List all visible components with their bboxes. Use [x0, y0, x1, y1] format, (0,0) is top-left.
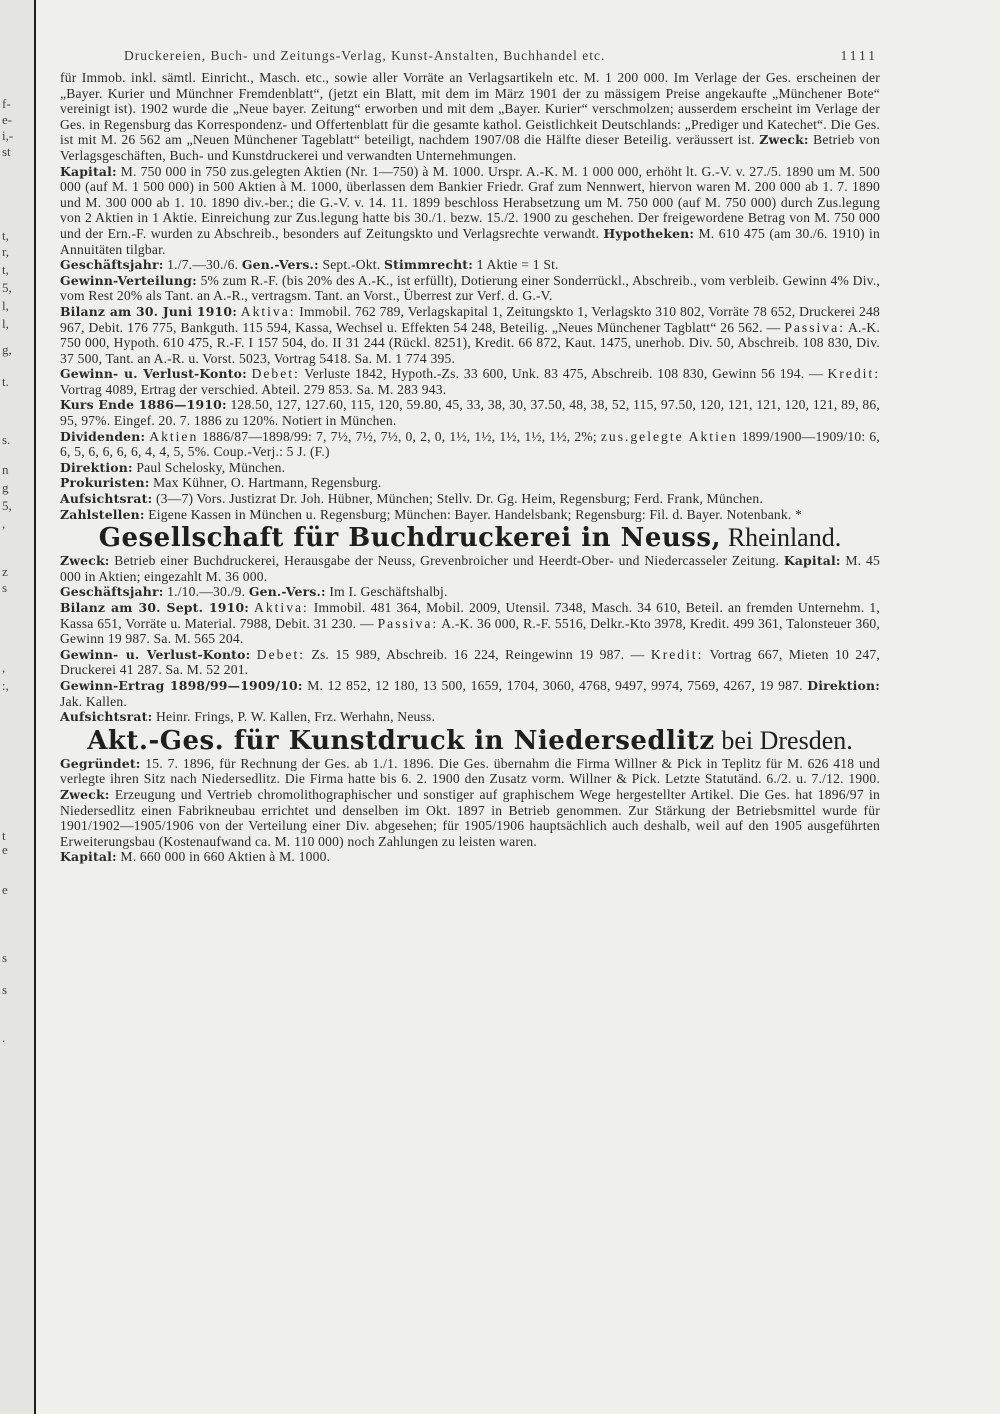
aufsichtsrat-paragraph [60, 709, 880, 725]
guv-debet-text: Verluste 1842, Hypoth.-Zs. 33 600, Unk. 83 475, Abschreib. 108 830, Gewinn 56 194. — [304, 366, 823, 382]
gutter-fragment: t, [2, 228, 9, 243]
hypotheken-label: Hypotheken: [603, 225, 695, 241]
company-heading [60, 522, 880, 553]
geschaeftsjahr-text: 1./7.—30./6. [167, 257, 239, 273]
kredit-word: Kredit: [650, 646, 704, 662]
zweck-label: Zweck: [759, 132, 809, 148]
genvers-text: Im I. Geschäftshalbj. [329, 584, 448, 600]
gutter-fragment: :, [2, 678, 9, 693]
kapital-label: Kapital: [60, 849, 117, 865]
bilanz-paragraph [60, 304, 880, 366]
guv-paragraph [60, 647, 880, 678]
passiva-word: Passiva: [784, 319, 845, 335]
gutter-fragment: z [2, 564, 8, 579]
bilanz-paragraph [60, 600, 880, 647]
zweck-text: Betrieb von Verlagsgeschäften, Buch- und Kunstdruckerei und verwandten Unternehmungen. [60, 132, 880, 163]
section-neuss [60, 522, 880, 725]
company-location: bei Dresden. [721, 725, 853, 755]
guv-label: Gewinn- u. Verlust-Konto: [60, 646, 251, 662]
intro-text: für Immob. inkl. sämtl. Einricht., Masch. etc., sowie aller Vorräte an Verlagsartikeln etc. M. 1 200 000. Im Verlage der Ges. erscheinen der „Bayer. Kurier und Münchner Fremdenblatt“, (jetzt ein Blatt, mit dem im März 1901 der zu mässigem Preise angekaufte „Münchener Bote“ vereinigt ist). 1902 wurde die „Neue bayer. Zeitung“ erworben und mit dem „Bayer. Kurier“ verschmolzen; ausserdem erscheint im Verlage der Ges. in Regensburg das Korrespondenz- und Offertenblatt für die gesamte kathol. Geistlichkeit Deutschlands: „Prediger und Katechet“. Die Ges. ist mit M. 26 562 am „Neuen Münchener Tageblatt“ beteiligt, nachdem 1907/08 die Hälfte dieser Beteilig. veräussert ist. [60, 70, 880, 148]
passiva-word: Passiva: [377, 615, 439, 631]
page-number: 1111 [840, 48, 878, 63]
aktiva-word: Aktiva: [240, 303, 296, 319]
kapital-paragraph [60, 164, 880, 258]
gewinn-ertrag-label: Gewinn-Ertrag 1898/99—1909/10: [60, 677, 303, 693]
gutter-fragment: s [2, 580, 8, 595]
kapital-text: M. 45 000 in Aktien; eingezahlt M. 36 000. [60, 553, 880, 584]
company-heading [60, 725, 880, 756]
dividenden-paragraph [60, 429, 880, 460]
kurs-paragraph [60, 397, 880, 428]
dividenden-zus-word: zus.gelegte Aktien [600, 428, 738, 444]
section-kunstdruck [60, 725, 880, 865]
guv-debet-text: Zs. 15 989, Abschreib. 16 224, Reingewinn 19 987. — [311, 646, 645, 662]
geschaeftsjahr-label: Geschäftsjahr: [60, 584, 164, 600]
kapital-text: M. 660 000 in 660 Aktien à M. 1000. [120, 849, 331, 865]
gewinn-verteilung-text: 5% zum R.-F. (bis 20% des A.-K., ist erfüllt), Dotierung einer Sonderrückl., Abschreib., vom verbleib. Gewinn 4% Div., vom Rest 20% als Tant. an A.-R., vertragsm. Tant. an Vorst., Überrest zur Verf. d. G.-V. [60, 272, 880, 304]
gutter-fragment: s. [2, 432, 11, 447]
hypotheken-text: M. 610 475 (am 30./6. 1910) in Annuitäten tilgbar. [60, 225, 880, 257]
text-paragraph [60, 70, 880, 164]
kapital-label: Kapital: [60, 163, 117, 179]
guv-paragraph [60, 366, 880, 397]
gutter-fragment: t. [2, 374, 9, 389]
zahlstellen-text: Eigene Kassen in München u. Regensburg; München: Bayer. Handelsbank; Regensburg: Fil. d. Bayer. Notenbank. * [148, 506, 803, 522]
gutter-fragment: l, [2, 316, 9, 331]
aufsichtsrat-text: (3—7) Vors. Justizrat Dr. Joh. Hübner, München; Stellv. Dr. Gg. Heim, Regensburg; Ferd. Frank, München. [155, 491, 763, 507]
prokuristen-paragraph [60, 475, 880, 491]
zweck-label: Zweck: [60, 553, 110, 569]
bilanz-label: Bilanz am 30. Sept. 1910: [60, 600, 250, 615]
direktion-text: Jak. Kallen. [60, 693, 127, 709]
running-header [60, 40, 880, 70]
aufsichtsrat-label: Aufsichtsrat: [60, 491, 153, 507]
zahlstellen-paragraph [60, 507, 880, 523]
bilanz-passiva-text: A.-K. 36 000, R.-F. 5516, Delkr.-Kto 3978, Kredit. 499 361, Talonsteuer 360, Gewinn 19 987. Sa. M. 565 204. [60, 615, 880, 647]
gegruendet-text: 15. 7. 1896, für Rechnung der Ges. ab 1./1. 1896. Die Ges. übernahm die Firma Willner & Pick in Teplitz für M. 626 418 und verlegte ihren Sitz nach Niedersedlitz. Die Firma hatte bis 6. 2. 1900 den Zusatz vorm. Willner & Pick. Letzte Statutänd. 6./2. u. 7./12. 1900. [60, 755, 880, 787]
guv-kredit-text: Vortrag 4089, Ertrag der verschied. Abteil. 279 853. Sa. M. 283 943. [60, 381, 447, 397]
kapital-text: M. 750 000 in 750 zus.gelegten Aktien (Nr. 1—750) à M. 1000. Urspr. A.-K. M. 1 000 000, erhöht lt. G.-V. v. 27./5. 1890 um M. 500 000 (auf M. 1 500 000) in 500 Aktien à M. 1000, überlassen dem Bankier Friedr. Graf zum Nennwert, hiervon waren M. 200 000 ab 1. 7. 1890 und M. 300 000 ab 1. 10. 1890 div.-ber.; die G.-V. v. 14. 11. 1899 beschloss Herabsetzung um M. 750 000 (auf M. 750 000) durch Zus.legung von 2 Aktien in 1 Aktie. Einreichung zur Zus.legung hatte bis 30./1. bezw. 15./2. 1900 zu geschehen. Der freigewordene Betrag von M. 750 000 und der Ern.-F. wurden zu Abschreib., besonders auf Zeitungskto und Verlagsrechte verwandt. [60, 163, 880, 241]
prokuristen-label: Prokuristen: [60, 475, 150, 491]
gutter-fragment: r, [2, 244, 10, 259]
gutter-fragment: t, [2, 262, 9, 277]
direktion-text: Paul Schelosky, München. [136, 459, 286, 475]
zweck-label: Zweck: [60, 786, 110, 802]
gegruendet-paragraph [60, 756, 880, 850]
gewinn-verteilung-paragraph [60, 273, 880, 304]
kurs-label: Kurs Ende 1886—1910: [60, 397, 227, 413]
bilanz-passiva-text: A.-K. 750 000, Hypoth. 610 475, R.-F. I 157 504, do. II 31 244 (Rückl. 8251), Kredit. 66 872, Kaut. 1475, unerhob. Div. 50, Abschreib. 108 830, Div. 37 500, Tant. an A.-R. u. Vorst. 5023, Vortrag 5418. Sa. M. 1 774 395. [60, 319, 880, 366]
dividenden-label: Dividenden: [60, 428, 146, 444]
stimmrecht-label: Stimmrecht: [383, 257, 473, 273]
debet-word: Debet: [256, 646, 306, 662]
gutter-fragment: 5, [2, 498, 12, 513]
header-title: Druckereien, Buch- und Zeitungs-Verlag, Kunst-Anstalten, Buchhandel etc. [124, 48, 606, 63]
zweck-text: Erzeugung und Vertrieb chromolithographischer und sonstiger auf graphischem Wege hergestellter Artikel. Die Ges. hat 1896/97 in Niedersedlitz einen Fabrikneubau errichtet und denselben im Okt. 1897 in Betrieb genommen. Zur Stärkung der Betriebsmittel wurde für 1901/1902—1905/1906 von der Verteilung einer Div. abgesehen; für 1905/1906 hauptsächlich auch deshalb, weil auf den 1905 ausgeführten Erweiterungsbau (Kostenaufwand ca. M. 110 000) noch Zahlungen zu leisten waren. [60, 786, 880, 849]
kurs-text: 128.50, 127, 127.60, 115, 120, 59.80, 45, 33, 38, 30, 37.50, 48, 38, 52, 115, 97.50, 120, 121, 121, 120, 121, 89, 86, 95, 97%. Eingef. 20. 7. 1886 zu 120%. Notiert in München. [60, 397, 880, 429]
gutter-fragment: f- [2, 96, 11, 111]
geschaeftsjahr-label: Geschäftsjahr: [60, 257, 164, 273]
gutter-fragment: e [2, 882, 8, 897]
gutter-fragment: e- [2, 112, 13, 127]
aufsichtsrat-label: Aufsichtsrat: [60, 709, 153, 725]
left-page-margin [0, 0, 34, 1414]
company-name: Akt.-Ges. für Kunstdruck in Niedersedlitz [87, 725, 715, 756]
geschaeftsjahr-text: 1./10.—30./9. [167, 584, 246, 600]
gewinn-ertrag-paragraph [60, 678, 880, 709]
bilanz-label: Bilanz am 30. Juni 1910: [60, 303, 237, 319]
geschaeftsjahr-paragraph [60, 257, 880, 273]
kapital-label: Kapital: [783, 553, 841, 569]
company-name: Gesellschaft für Buchdruckerei in Neuss, [98, 523, 722, 554]
gutter-fragment: . [2, 1030, 6, 1045]
bilanz-aktiva-text: Immobil. 481 364, Mobil. 2009, Utensil. 7348, Masch. 34 610, Beteil. an fremden Unternehm. 1, Kassa 651, Vorräte u. Material. 7988, Debit. 31 230. — [60, 600, 880, 631]
gegruendet-label: Gegründet: [60, 755, 141, 771]
genvers-text: Sept.-Okt. [322, 257, 381, 273]
direktion-label: Direktion: [807, 677, 880, 693]
zweck-paragraph [60, 553, 880, 584]
genvers-label: Gen.-Vers.: [248, 584, 326, 600]
gutter-fragment: n [2, 462, 9, 477]
kredit-word: Kredit: [827, 366, 880, 382]
aktiva-word: Aktiva: [254, 600, 309, 615]
stimmrecht-text: 1 Aktie = 1 St. [476, 257, 559, 273]
aufsichtsrat-text: Heinr. Frings, P. W. Kallen, Frz. Werhahn, Neuss. [155, 709, 436, 725]
direktion-label: Direktion: [60, 459, 133, 475]
gutter-fragment: st [2, 144, 11, 159]
company-location: Rheinland. [727, 523, 842, 553]
gutter-fragment: g, [2, 342, 12, 357]
gewinn-ertrag-text: M. 12 852, 12 180, 13 500, 1659, 1704, 3060, 4768, 9497, 9974, 7569, 4267, 19 987. [307, 677, 803, 693]
gutter-fragment: t [2, 828, 6, 843]
zahlstellen-label: Zahlstellen: [60, 506, 145, 522]
gutter-fragment: i,- [2, 128, 14, 143]
gewinn-verteilung-label: Gewinn-Verteilung: [60, 272, 197, 288]
genvers-label: Gen.-Vers.: [241, 257, 319, 273]
gutter-fragment: s [2, 950, 8, 965]
gutter-fragment: e [2, 842, 8, 857]
kapital-paragraph [60, 849, 880, 865]
gutter-fragment: 5, [2, 280, 12, 295]
dividenden-text: 1886/87—1898/99: 7, 7½, 7½, 7½, 0, 2, 0, 1½, 1½, 1½, 1½, 1½, 2%; [202, 428, 597, 444]
gutter-fragment: s [2, 982, 8, 997]
page-content [60, 40, 880, 865]
debet-word: Debet: [251, 366, 300, 382]
zweck-text: Betrieb einer Buchdruckerei, Herausgabe der Neuss, Grevenbroicher und Heerdt-Ober- und Niedercasseler Zeitung. [114, 553, 780, 569]
guv-kredit-text: Vortrag 667, Mieten 10 247, Druckerei 41 287. Sa. M. 52 201. [60, 646, 880, 678]
bilanz-aktiva-text: Immobil. 762 789, Verlagskapital 1, Zeitungskto 1, Verlagskto 310 802, Vorräte 78 652, Druckerei 248 967, Debit. 176 775, Bankguth. 115 594, Kassa, Wechsel u. Effekten 54 248, Beteilig. „Neues Münchener Tagblatt“ 26 562. — [60, 303, 880, 335]
prokuristen-text: Max Kühner, O. Hartmann, Regensburg. [153, 475, 382, 491]
gutter-fragment: l, [2, 298, 9, 313]
dividenden-aktien-word: Aktien [149, 428, 199, 444]
direktion-paragraph [60, 460, 880, 476]
gutter-fragment: g [2, 480, 9, 495]
dividenden-text-2: 1899/1900—1909/10: 6, 6, 5, 6, 6, 6, 6, 4, 4, 5, 5%. Coup.-Verj.: 5 J. (F.) [60, 428, 880, 460]
gutter-fragment: , [2, 660, 6, 675]
geschaeftsjahr-paragraph [60, 584, 880, 600]
guv-label: Gewinn- u. Verlust-Konto: [60, 366, 247, 382]
aufsichtsrat-paragraph [60, 491, 880, 507]
gutter-fragment: , [2, 516, 6, 531]
section-continued-company [60, 70, 880, 522]
